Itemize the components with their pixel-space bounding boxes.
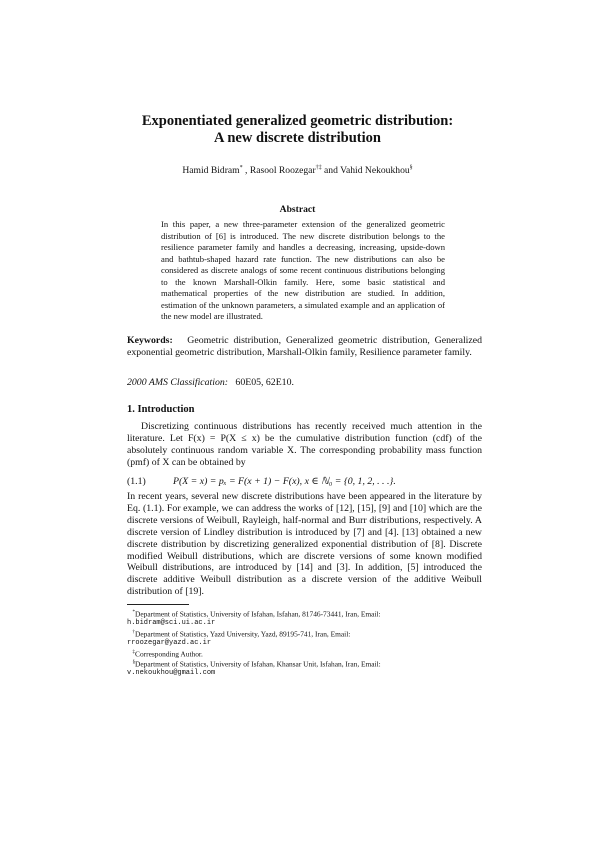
author-3: Vahid Nekoukhou — [340, 165, 410, 177]
intro-paragraph-1: Discretizing continuous distributions has recently received much attention in the literature. Let F(x) = P(X ≤ x) be the cumulative distribution function (cdf) of the absolutely continuous random variable X. The corresponding probability mass function (pmf) of X can be obtained by — [127, 421, 482, 468]
author-3-mark: § — [409, 165, 413, 171]
footnote-1 — [127, 608, 482, 628]
equation-formula: P(X = x) = pₓ = F(x + 1) − F(x), x ∈ ℕ₀ = {0, 1, 2, . . .}. — [173, 476, 396, 487]
author-separator: , — [242, 165, 250, 177]
footnote-2-mark: † — [132, 630, 136, 635]
footnote-3-text: Corresponding Author. — [135, 649, 203, 659]
author-1-mark: * — [239, 165, 243, 171]
paper-title — [100, 113, 495, 147]
keywords-label: Keywords: — [127, 335, 173, 346]
equation-number: (1.1) — [127, 476, 146, 487]
intro-paragraph-2: In recent years, several new discrete distributions have been appeared in the literature by Eq. (1.1). For example, we can address the works of [12], [15], [9] and [10] which are the discrete versions of Weibull, Rayleigh, half-normal and Burr distributions, respectively. A discrete version of Lindley distribution is introduced by [7] and [4]. [13] obtained a new discrete distribution by discretizing generalized exponential distribution of [8]. Discrete modified Weibull distributions, which are discrete versions of some known modified Weibull distributions, are introduced by [14] and [3]. In addition, [5] introduced the discrete additive Weibull distribution as a discrete version of the additive Weibull distribution of [19]. — [127, 491, 482, 598]
ams-codes: 60E05, 62E10. — [235, 377, 294, 388]
footnote-2 — [127, 628, 482, 648]
title-line-2: A new discrete distribution — [214, 130, 381, 146]
footnote-3 — [127, 648, 482, 659]
ams-classification — [127, 377, 482, 389]
ams-label: 2000 AMS Classification: — [127, 377, 229, 388]
author-list — [100, 162, 495, 177]
footnote-2-text: Department of Statistics, Yazd University, Yazd, 89195-741, Iran, Email: — [135, 629, 351, 639]
author-2: Rasool Roozegar — [249, 165, 316, 177]
footnote-3-mark: ‡ — [132, 650, 136, 655]
footnote-2-email[interactable]: rroozegar@yazd.ac.ir — [127, 638, 212, 647]
author-2-mark: †‡ — [315, 165, 322, 171]
footnote-4-email[interactable]: v.nekoukhou@gmail.com — [127, 668, 216, 677]
footnote-4-mark: § — [132, 660, 136, 665]
section-heading: 1. Introduction — [127, 404, 195, 415]
abstract-text: In this paper, a new three-parameter extension of the generalized geometric distribution of [6] is introduced. The new discrete distribution belongs to the resilience parameter family and handles a decreasing, increasing, upside-down and bathtub-shaped hazard rate function. The new distributions can also be considered as discrete analogs of some recent continuous distributions belonging to the known Marshall-Olkin family. Here, some basic statistical and mathematical properties of the new distribution are studied. In addition, estimation of the unknown parameters, a simulated example and an application of the new model are illustrated. — [161, 219, 445, 322]
footnote-4 — [127, 658, 482, 678]
title-line-1: Exponentiated generalized geometric distribution: — [141, 113, 454, 129]
abstract-heading: Abstract — [279, 204, 316, 215]
author-1: Hamid Bidram — [182, 165, 240, 177]
footnote-1-text: Department of Statistics, University of Isfahan, Isfahan, 81746-73441, Iran, Email: — [135, 609, 381, 619]
keywords — [127, 335, 482, 359]
footnote-1-email[interactable]: h.bidram@sci.ui.ac.ir — [127, 618, 216, 627]
footnote-divider — [127, 604, 189, 605]
footnote-4-text: Department of Statistics, University of Isfahan, Khansar Unit, Isfahan, Iran, Email: — [135, 659, 381, 669]
keywords-text: Geometric distribution, Generalized geometric distribution, Generalized exponential geometric distribution, Marshall-Olkin family, Resilience parameter family. — [127, 335, 482, 358]
author-separator: and — [321, 165, 341, 177]
footnote-1-mark: * — [132, 610, 136, 615]
